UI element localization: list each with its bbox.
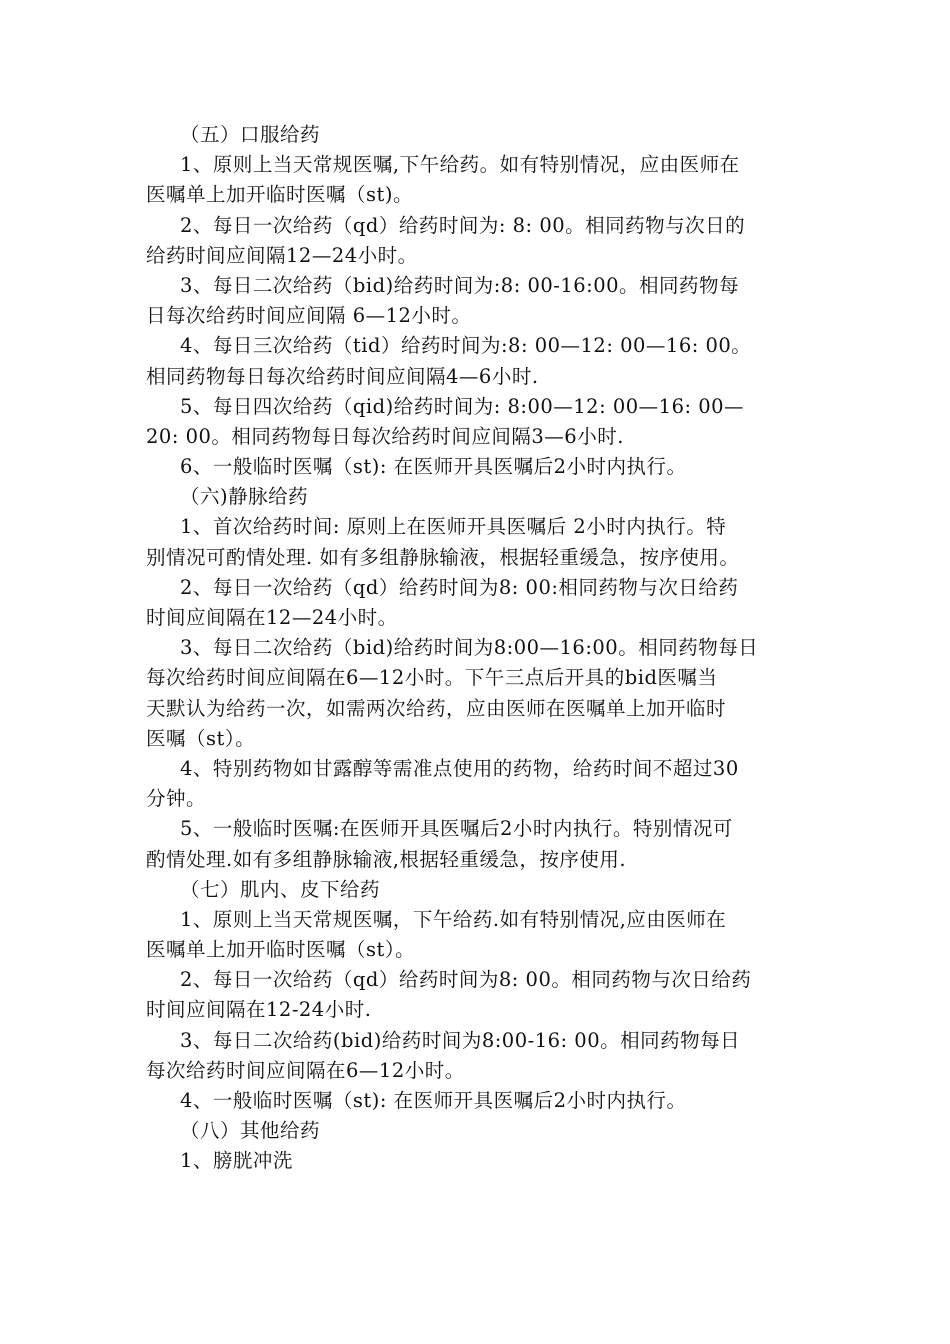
paragraph-line: 5、一般临时医嘱:在医师开具医嘱后2小时内执行。特别情况可 — [180, 817, 733, 841]
paragraph-line: 给药时间应间隔12—24小时。 — [146, 243, 418, 267]
paragraph-line: 酌情处理.如有多组静脉输液,根据轻重缓急，按序使用. — [146, 847, 627, 871]
section-heading: （八）其他给药 — [180, 1119, 321, 1143]
paragraph-line: 2、每日一次给药（qd）给药时间为8: 00。相同药物与次日给药 — [180, 968, 752, 992]
paragraph-line: 1、膀胱冲洗 — [180, 1149, 293, 1173]
paragraph-line: 4、一般临时医嘱（st): 在医师开具医嘱后2小时内执行。 — [180, 1089, 687, 1112]
paragraph-line: 医嘱单上加开临时医嘱（st）。 — [146, 938, 416, 962]
paragraph-line: 时间应间隔在12-24小时. — [146, 998, 372, 1022]
paragraph-line: 3、每日二次给药（bid)给药时间为:8: 00-16:00。相同药物每 — [180, 273, 740, 297]
paragraph-line: 4、每日三次给药（tid）给药时间为:8: 00—12: 00—16: 00。 — [180, 334, 752, 358]
paragraph-line: 每次给药时间应间隔在6—12小时。下午三点后开具的bid医嘱当 — [146, 666, 718, 690]
paragraph-line: 5、每日四次给药（qid)给药时间为: 8:00—12: 00—16: 00— — [180, 394, 745, 418]
paragraph-line: 2、每日一次给药（qd）给药时间为8: 00:相同药物与次日给药 — [180, 575, 739, 599]
paragraph-line: 天默认为给药一次，如需两次给药，应由医师在医嘱单上加开临时 — [146, 696, 727, 720]
section-heading: （七）肌内、皮下给药 — [180, 877, 381, 901]
paragraph-line: 医嘱（st）。 — [146, 726, 256, 750]
paragraph-line: 分钟。 — [146, 787, 207, 811]
paragraph-line: 1、首次给药时间: 原则上在医师开具医嘱后 2小时内执行。特 — [180, 515, 727, 539]
paragraph-line: 1、原则上当天常规医嘱,下午给药。如有特别情况，应由医师在 — [180, 153, 740, 177]
paragraph-line: 6、一般临时医嘱（st): 在医师开具医嘱后2小时内执行。 — [180, 455, 687, 479]
paragraph-line: 4、特别药物如甘露醇等需准点使用的药物，给药时间不超过30 — [180, 756, 739, 780]
paragraph-line: 3、每日二次给药（bid)给药时间为8:00—16:00。相同药物每日 — [180, 636, 759, 660]
document-body — [146, 120, 811, 1177]
paragraph-line: 2、每日一次给药（qd）给药时间为: 8: 00。相同药物与次日的 — [180, 213, 746, 237]
paragraph-line: 每次给药时间应间隔在6—12小时。 — [146, 1058, 465, 1082]
paragraph-line: 医嘱单上加开临时医嘱（st)。 — [146, 183, 413, 207]
paragraph-line: 3、每日二次给药(bid)给药时间为8:00-16: 00。相同药物每日 — [180, 1028, 741, 1052]
section-heading: （五）口服给药 — [180, 123, 321, 146]
paragraph-line: 1、原则上当天常规医嘱，下午给药.如有特别情况,应由医师在 — [180, 907, 727, 931]
paragraph-line: 别情况可酌情处理. 如有多组静脉输液，根据轻重缓急，按序使用。 — [146, 545, 740, 569]
paragraph-line: 日每次给药时间应间隔 6—12小时。 — [146, 304, 472, 328]
paragraph-line: 20: 00。相同药物每日每次给药时间应间隔3—6小时. — [146, 424, 624, 448]
paragraph-line: 相同药物每日每次给药时间应间隔4—6小时. — [146, 364, 539, 388]
paragraph-line: 时间应间隔在12—24小时。 — [146, 606, 398, 629]
section-heading: （六)静脉给药 — [180, 485, 309, 509]
